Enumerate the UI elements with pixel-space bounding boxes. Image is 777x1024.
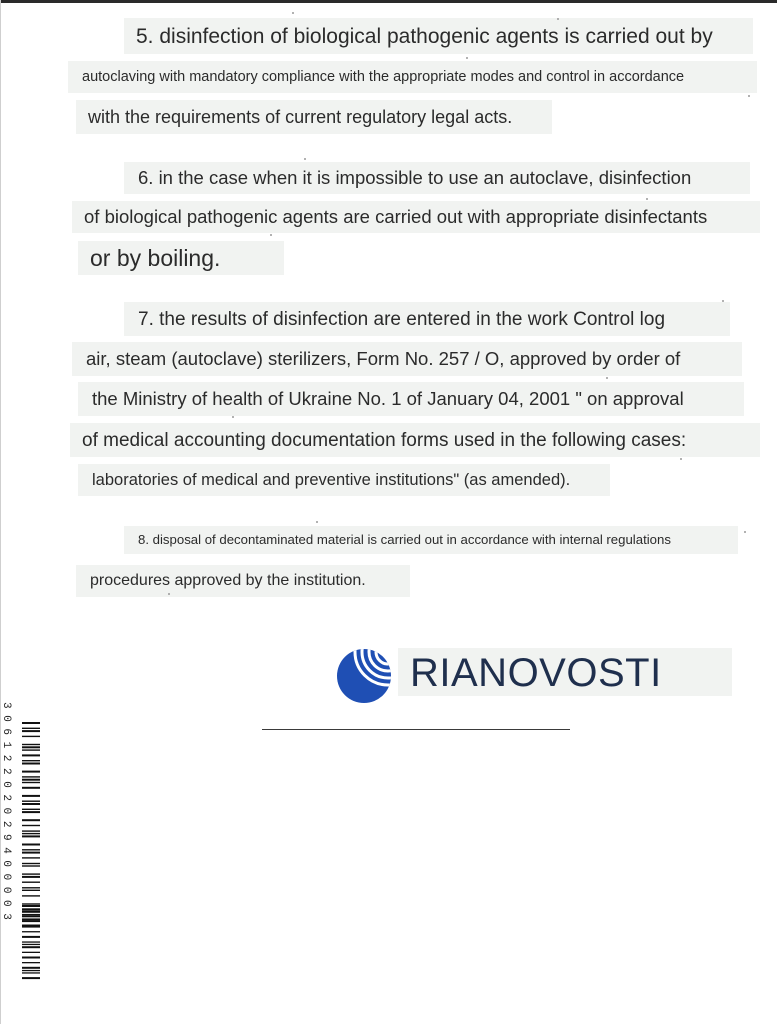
barcode-bar xyxy=(22,905,40,907)
scan-speck xyxy=(316,521,318,523)
logo-wordmark: RIANOVOSTI xyxy=(410,651,662,695)
barcode-bar xyxy=(22,926,40,928)
barcode-bar xyxy=(22,749,40,750)
barcode-bar xyxy=(22,944,40,945)
barcode-bar xyxy=(22,921,40,922)
barcode-bar xyxy=(22,903,40,904)
barcode-bar xyxy=(22,931,40,932)
scan-speck xyxy=(270,234,272,236)
barcode-bar xyxy=(22,722,40,724)
barcode-bar xyxy=(22,809,40,810)
barcode-bar xyxy=(22,962,40,963)
paragraph-5-line-2: autoclaving with mandatory compliance with the appropriate modes and control in accordance xyxy=(68,61,757,93)
barcode-digits: 3 0 6 1 2 2 0 2 0 2 9 4 0 0 0 0 3 xyxy=(0,702,12,920)
barcode-bar xyxy=(22,736,40,737)
scan-speck xyxy=(304,158,306,160)
barcode-bar xyxy=(22,915,40,917)
scan-speck xyxy=(292,12,294,14)
paragraph-6-line-1: 6. in the case when it is impossible to use an autoclave, disinfection xyxy=(124,162,750,194)
barcode-bar xyxy=(22,811,40,813)
barcode-bar xyxy=(22,895,40,896)
paragraph-5-line-3: with the requirements of current regulatory legal acts. xyxy=(76,100,552,134)
barcode-bar xyxy=(22,972,40,973)
scan-speck xyxy=(646,198,648,200)
paragraph-7-line-1: 7. the results of disinfection are entered in the work Control log xyxy=(124,302,730,336)
barcode-bar xyxy=(22,890,40,891)
barcode-bar xyxy=(22,946,40,948)
barcode-bar xyxy=(22,728,40,729)
barcode-bar xyxy=(22,835,40,837)
barcode-bar xyxy=(22,882,40,883)
rianovosti-logo-icon xyxy=(336,640,396,706)
barcode-bar xyxy=(22,914,40,915)
signature-line xyxy=(262,729,570,730)
barcode-bar xyxy=(22,782,40,783)
paragraph-8-line-1: 8. disposal of decontaminated material is carried out in accordance with internal regulations xyxy=(124,526,738,554)
barcode-bar xyxy=(22,771,40,773)
barcode-bar xyxy=(22,801,40,802)
barcode-bar xyxy=(22,754,40,756)
barcode-bar xyxy=(22,957,40,959)
paragraph-6-line-2: of biological pathogenic agents are carried out with appropriate disinfectants xyxy=(72,201,760,233)
barcode xyxy=(0,700,44,1000)
barcode-bar xyxy=(22,863,40,864)
scan-speck xyxy=(748,95,750,97)
rianovosti-logo xyxy=(336,640,732,706)
barcode-bar xyxy=(22,857,40,858)
barcode-bar xyxy=(22,920,40,921)
barcode-bar xyxy=(22,819,40,821)
barcode-bar xyxy=(22,830,40,831)
paragraph-5-line-1: 5. disinfection of biological pathogenic agents is carried out by xyxy=(124,18,753,54)
barcode-bar xyxy=(22,776,40,777)
scan-speck xyxy=(232,416,234,418)
barcode-bar xyxy=(22,908,40,910)
barcode-bar xyxy=(22,887,40,888)
barcode-bar xyxy=(22,873,40,874)
paragraph-6-line-3: or by boiling. xyxy=(78,241,284,275)
scan-speck xyxy=(168,593,170,595)
paragraph-7-line-4: of medical accounting documentation forms used in the following cases: xyxy=(70,423,760,457)
barcode-bar xyxy=(22,849,40,850)
barcode-bar xyxy=(22,941,40,942)
scan-speck xyxy=(466,57,468,59)
barcode-bar xyxy=(22,744,40,745)
paragraph-8-line-2: procedures approved by the institution. xyxy=(76,565,410,597)
scan-speck xyxy=(680,458,682,460)
barcode-bar xyxy=(22,779,40,781)
scan-speck xyxy=(557,18,559,20)
barcode-bar xyxy=(22,795,40,797)
barcode-bar xyxy=(22,876,40,878)
scan-speck xyxy=(606,377,608,379)
paragraph-7-line-3: the Ministry of health of Ukraine No. 1 of January 04, 2001 " on approval xyxy=(78,382,744,416)
barcode-bar xyxy=(22,833,40,834)
paragraph-7-line-2: air, steam (autoclave) sterilizers, Form No. 257 / O, approved by order of xyxy=(72,342,742,376)
barcode-bar xyxy=(22,787,40,789)
barcode-bar xyxy=(22,970,40,971)
barcode-bar xyxy=(22,763,40,765)
barcode-bar xyxy=(22,760,40,761)
barcode-bar xyxy=(22,911,40,912)
page-top-border xyxy=(0,0,777,3)
barcode-bar xyxy=(22,977,40,979)
barcode-bar xyxy=(22,746,40,748)
barcode-bar xyxy=(22,803,40,805)
scan-speck xyxy=(722,300,724,302)
barcode-bar xyxy=(22,844,40,846)
barcode-bar xyxy=(22,918,40,919)
barcode-bar xyxy=(22,825,40,826)
barcode-bar xyxy=(22,865,40,866)
barcode-bar xyxy=(22,952,40,953)
barcode-bar xyxy=(22,852,40,854)
barcode-bar xyxy=(22,936,40,938)
scan-speck xyxy=(744,531,746,533)
paragraph-7-line-5: laboratories of medical and preventive institutions" (as amended). xyxy=(78,464,610,496)
barcode-bar xyxy=(22,967,40,969)
barcode-bar xyxy=(22,730,40,732)
